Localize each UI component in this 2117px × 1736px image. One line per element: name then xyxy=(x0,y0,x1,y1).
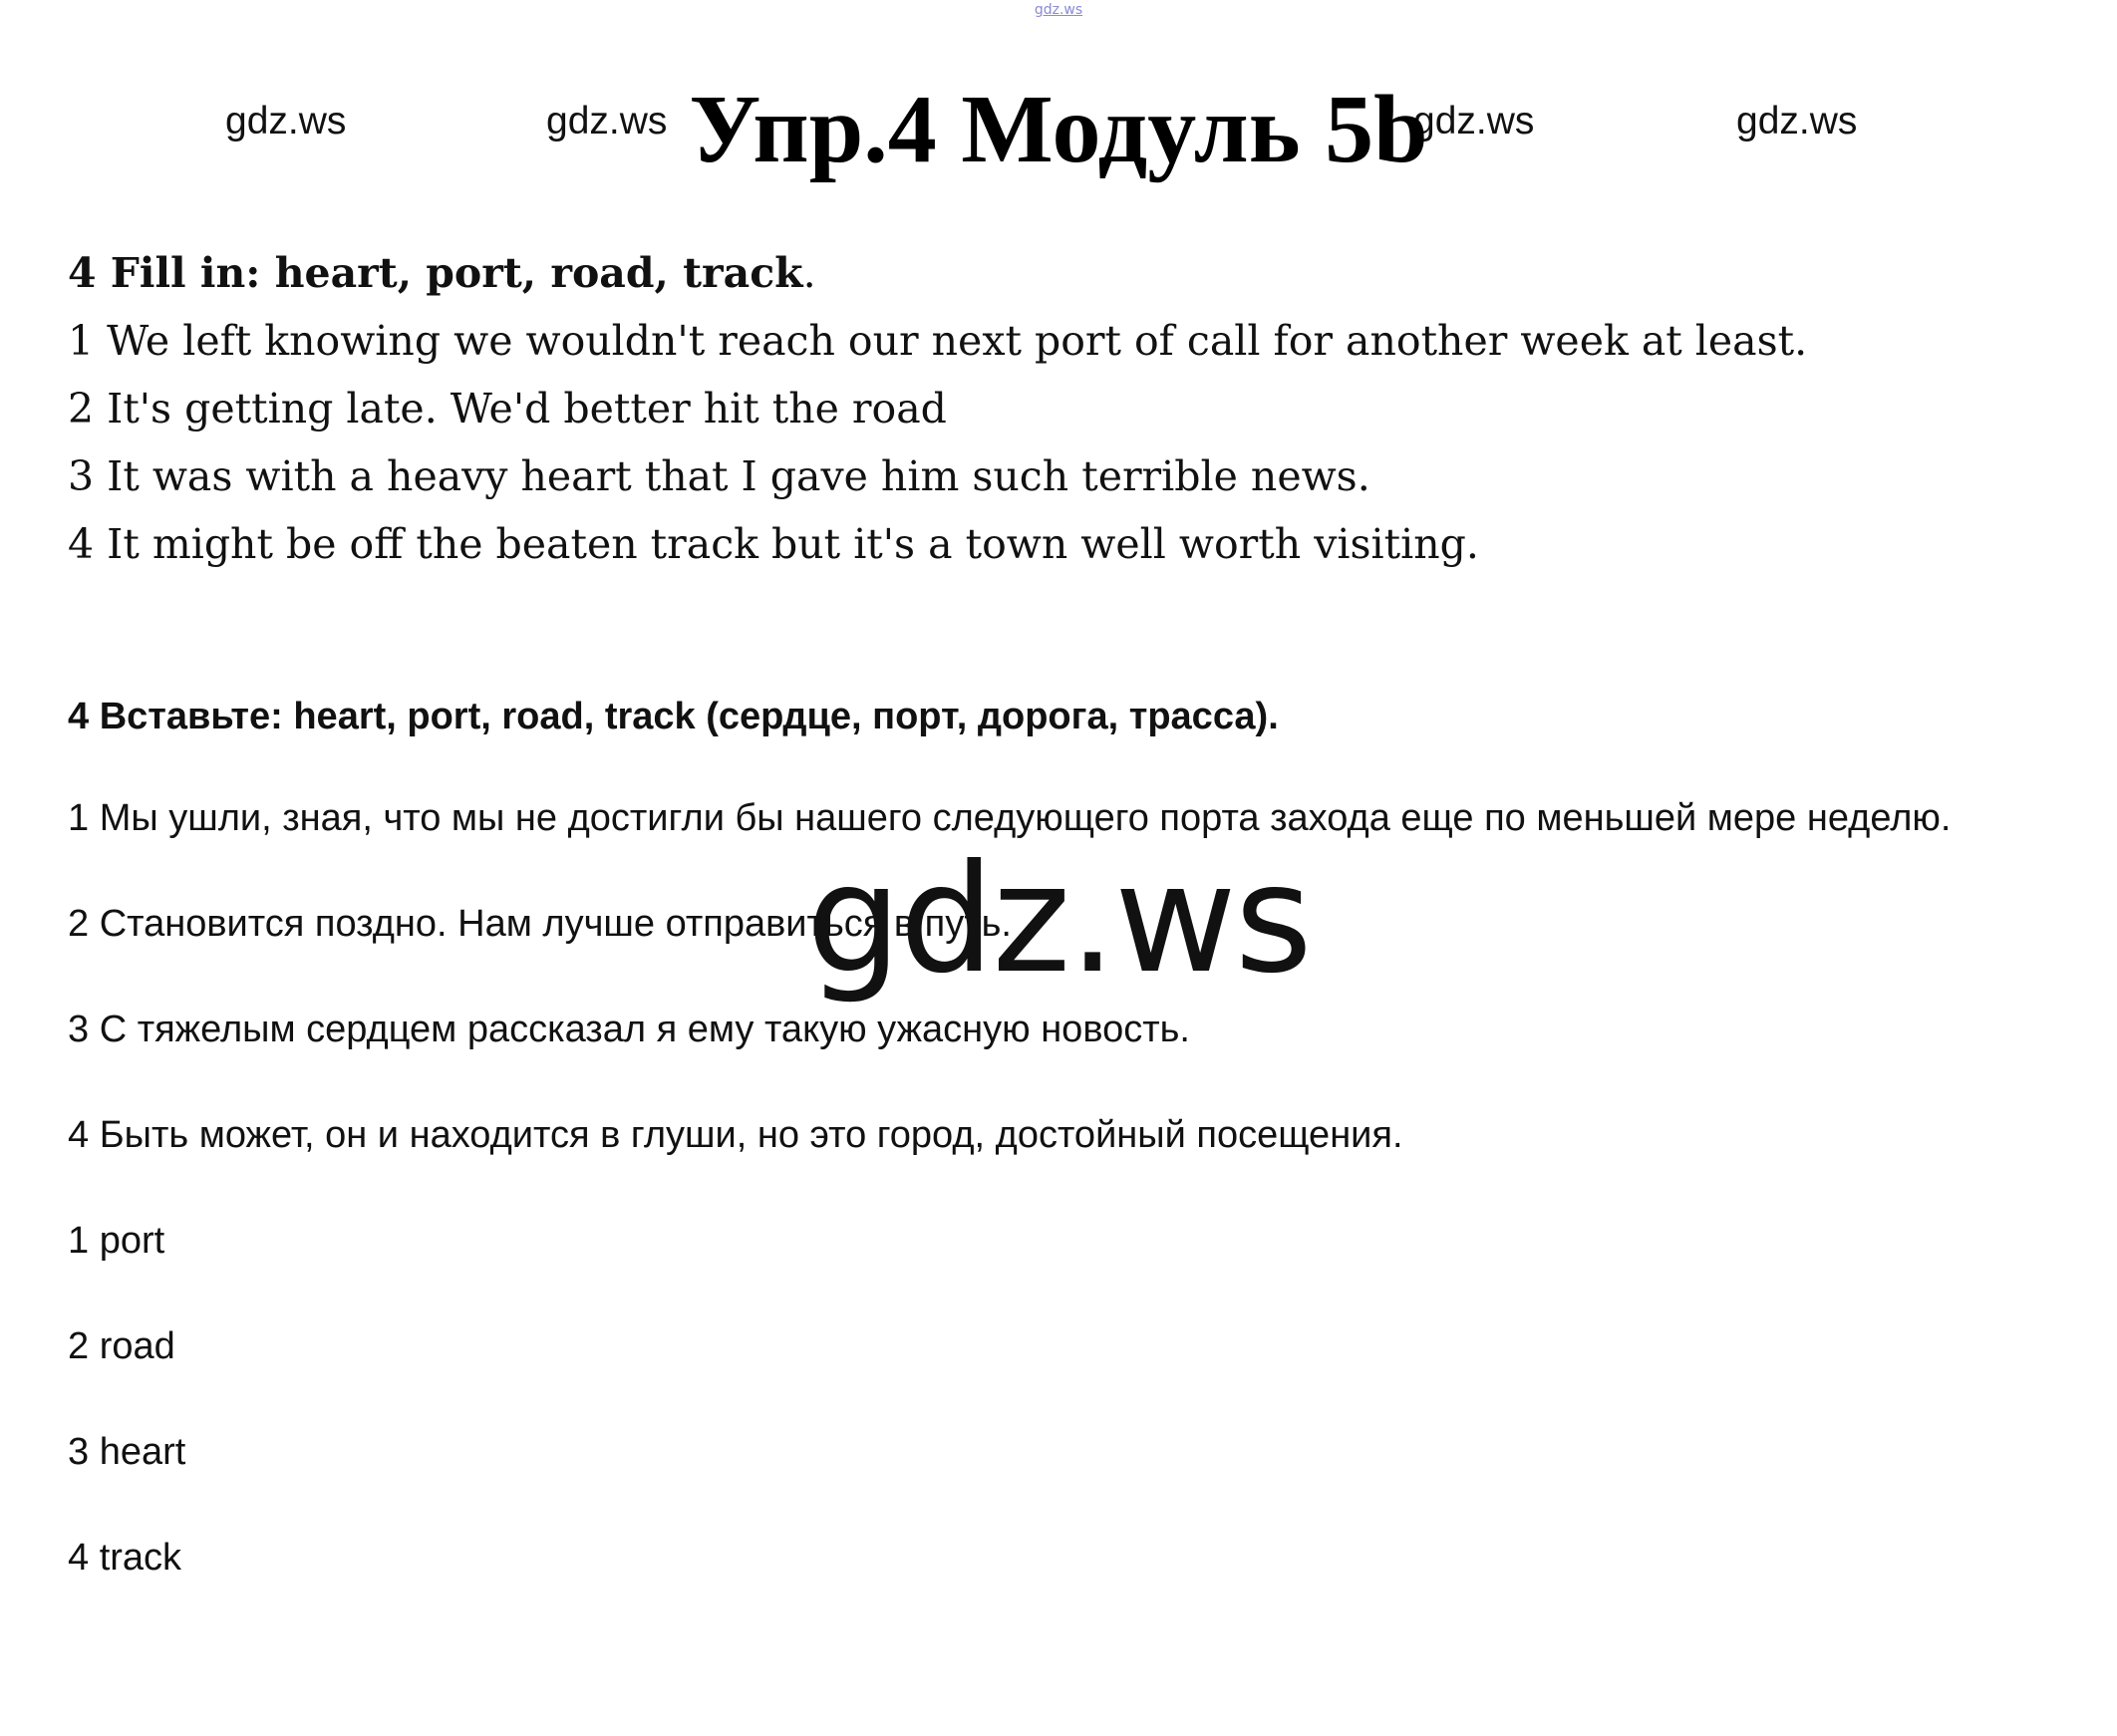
translation-line: 3 С тяжелым сердцем рассказал я ему такую ужасную новость. xyxy=(68,1009,1190,1050)
page-title: Упр.4 Модуль 5b xyxy=(689,76,1428,183)
top-watermark-link[interactable]: gdz.ws xyxy=(1034,2,1083,18)
translation-line: 4 Быть может, он и находится в глуши, но это город, достойный посещения. xyxy=(68,1114,1403,1156)
exercise-english-heading xyxy=(68,239,1807,307)
sentence-line: 2 It's getting late. We'd better hit the road xyxy=(68,385,947,433)
translation-line: 2 Становится поздно. Нам лучше отправиться в путь. xyxy=(68,903,1012,945)
answer-item: 2 road xyxy=(68,1325,175,1367)
exercise-russian xyxy=(68,688,2051,1630)
header-watermark: gdz.ws xyxy=(1736,100,1858,143)
header-watermark: gdz.ws xyxy=(546,100,668,143)
heading-period: . xyxy=(802,249,816,297)
exercise-russian-heading: 4 Вставьте: heart, port, road, track (сердце, порт, дорога, трасса). xyxy=(68,696,1279,737)
center-watermark: gdz.ws xyxy=(806,833,1311,1007)
header-watermark: gdz.ws xyxy=(225,100,347,143)
answer-item: 1 port xyxy=(68,1220,165,1262)
answer-item: 3 heart xyxy=(68,1431,186,1473)
sentence-line: 3 It was with a heavy heart that I gave him such terrible news. xyxy=(68,452,1370,500)
sentence-line: 4 It might be off the beaten track but it's a town well worth visiting. xyxy=(68,520,1479,568)
sentence-line: 1 We left knowing we wouldn't reach our next port of call for another week at least. xyxy=(68,317,1808,365)
translation-line: 1 Мы ушли, зная, что мы не достигли бы нашего следующего порта захода еще по меньшей мере неделю. xyxy=(68,797,1952,839)
header-watermark: gdz.ws xyxy=(1413,100,1535,143)
exercise-english xyxy=(68,239,1807,578)
answer-item: 4 track xyxy=(68,1537,182,1579)
heading-text: 4 Fill in: heart, port, road, track xyxy=(68,249,803,297)
